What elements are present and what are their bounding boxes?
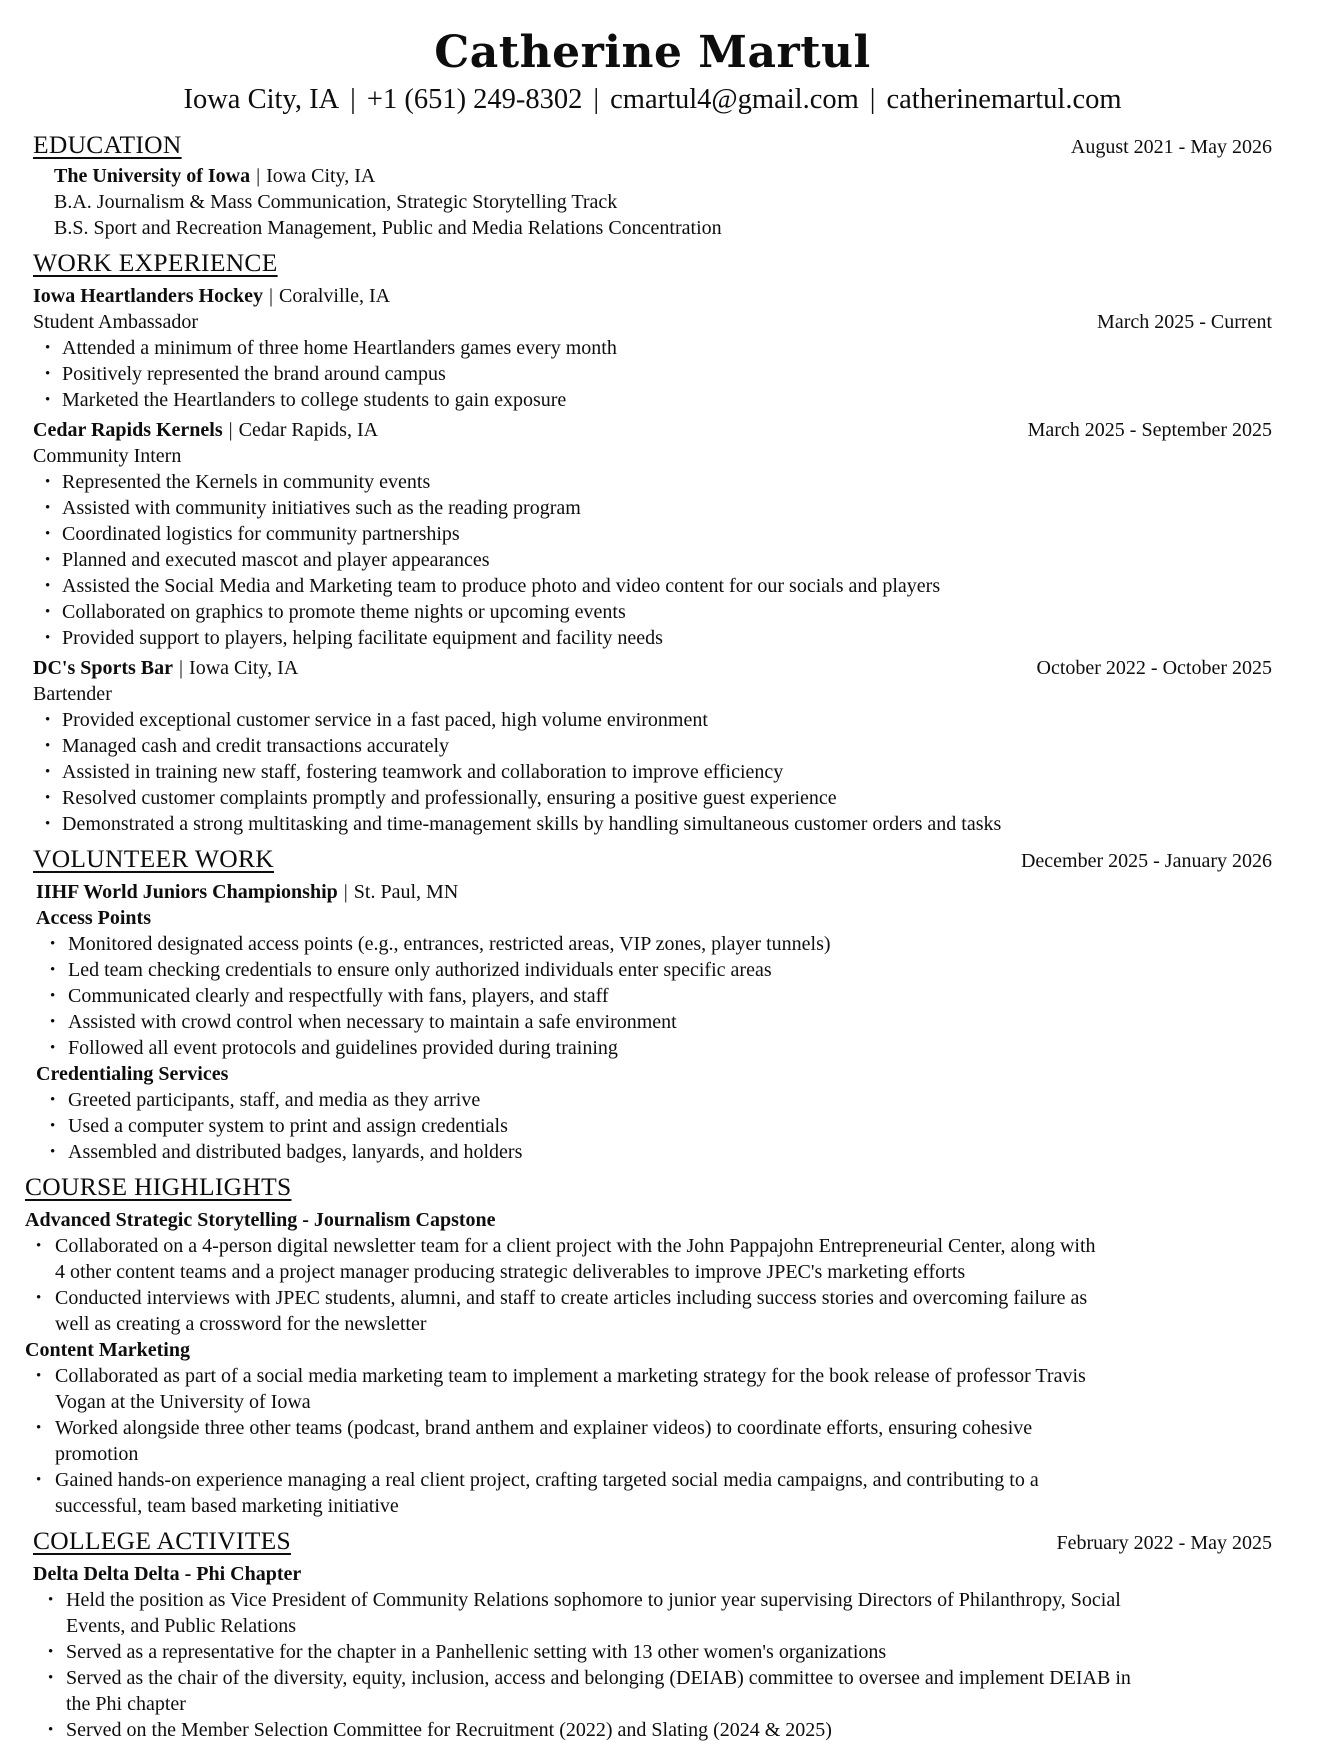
bullet-item: • Served as a representative for the chapter in a Panhellenic setting with 13 other women's organizations <box>48 1639 1151 1665</box>
section-title: WORK EXPERIENCE <box>33 248 278 277</box>
org-separator: | <box>228 419 233 441</box>
contact-separator: | <box>593 84 600 115</box>
org-separator: | <box>268 285 273 307</box>
entry-date: March 2025 - September 2025 <box>1027 419 1272 441</box>
bullet-item: • Marketed the Heartlanders to college students to gain exposure <box>45 387 1122 413</box>
entry-org-line <box>33 417 378 443</box>
resume-body <box>25 128 1272 1743</box>
bullet-item: • Assisted the Social Media and Marketing team to produce photo and video content for our socials and players <box>45 573 1122 599</box>
degree-line: B.S. Sport and Recreation Management, Public and Media Relations Concentration <box>54 217 722 239</box>
entry-date: March 2025 - Current <box>1097 311 1272 333</box>
entry <box>25 1207 1272 1519</box>
org-location: St. Paul, MN <box>353 881 459 903</box>
section-header-row <box>33 842 1272 875</box>
contact-email: cmartul4@gmail.com <box>610 84 859 115</box>
bullet-item: • Attended a minimum of three home Heartlanders games every month <box>45 335 1122 361</box>
entry-header-row <box>54 163 1272 189</box>
entry-org-line <box>54 163 375 189</box>
org-separator: | <box>256 165 261 187</box>
bullet-item: • Assisted in training new staff, fostering teamwork and collaboration to improve efficiency <box>45 759 1122 785</box>
education-entry <box>33 163 1272 189</box>
entry-header-row <box>33 655 1272 681</box>
entry <box>33 879 1272 1165</box>
bullet-item: • Collaborated on graphics to promote theme nights or upcoming events <box>45 599 1122 625</box>
entry-org-line <box>33 655 298 681</box>
org-name: IIHF World Juniors Championship <box>36 881 338 903</box>
bullet-item: • Led team checking credentials to ensure only authorized individuals enter specific areas <box>50 957 1128 983</box>
bullet-item: • Provided support to players, helping facilitate equipment and facility needs <box>45 625 1122 651</box>
bullet-item: • Served as the chair of the diversity, equity, inclusion, access and belonging (DEIAB) committee to oversee and implement DEIAB in the Phi chapter <box>48 1665 1151 1717</box>
org-separator: | <box>179 657 184 679</box>
contact-separator: | <box>869 84 876 115</box>
section-volunteer-work <box>33 842 1272 1165</box>
bullet-item: • Demonstrated a strong multitasking and time-management skills by handling simultaneous customer orders and tasks <box>45 811 1122 837</box>
section-header-row <box>33 128 1272 161</box>
role-row <box>33 309 1272 335</box>
role-row <box>33 681 1272 707</box>
section-header-row <box>25 1170 1272 1203</box>
section-work-experience <box>33 246 1272 837</box>
bullet-list <box>33 931 1272 1061</box>
bullet-item: • Followed all event protocols and guidelines provided during training <box>50 1035 1128 1061</box>
entry-subtitle: Content Marketing <box>25 1339 190 1361</box>
bullet-item: • Assisted with crowd control when necessary to maintain a safe environment <box>50 1009 1128 1035</box>
org-location: Cedar Rapids, IA <box>238 419 379 441</box>
org-name: Iowa Heartlanders Hockey <box>33 285 263 307</box>
section-course-highlights <box>25 1170 1272 1519</box>
entry-date: October 2022 - October 2025 <box>1036 657 1272 679</box>
entry-header-row <box>33 879 1272 905</box>
contact-separator: | <box>350 84 356 115</box>
org-location: Iowa City, IA <box>189 657 299 679</box>
bullet-item: • Gained hands-on experience managing a real client project, crafting targeted social media campaigns, and contributing to a successful, team based marketing initiative <box>36 1467 1110 1519</box>
section-header-row <box>33 246 1272 279</box>
org-location: Coralville, IA <box>279 285 391 307</box>
bullet-item: • Collaborated on a 4-person digital newsletter team for a client project with the John Pappajohn Entrepreneurial Center, along with 4 other content teams and a project manager producing strategic deliverables to improve JPEC's marketing efforts <box>36 1233 1110 1285</box>
entry-org-line <box>33 283 390 309</box>
section-title: VOLUNTEER WORK <box>33 844 274 873</box>
bullet-item: • Communicated clearly and respectfully with fans, players, and staff <box>50 983 1128 1009</box>
entry-subtitle: Advanced Strategic Storytelling - Journalism Capstone <box>25 1209 496 1231</box>
entry-subtitle: Access Points <box>36 907 151 929</box>
bullet-item: • Planned and executed mascot and player appearances <box>45 547 1122 573</box>
degree-line: B.A. Journalism & Mass Communication, Strategic Storytelling Track <box>54 191 618 213</box>
contact-phone: +1 (651) 249-8302 <box>366 84 583 115</box>
section-title: EDUCATION <box>33 130 182 159</box>
entry-org-line <box>36 879 458 905</box>
entry <box>33 655 1272 837</box>
bullet-item: • Monitored designated access points (e.g., entrances, restricted areas, VIP zones, player tunnels) <box>50 931 1128 957</box>
section-title: COLLEGE ACTIVITES <box>33 1526 291 1555</box>
bullet-list <box>33 469 1272 651</box>
entry <box>33 283 1272 413</box>
contact-website: catherinemartul.com <box>886 84 1122 115</box>
resume-name: Catherine Martul <box>434 27 871 78</box>
bullet-item: • Used a computer system to print and assign credentials <box>50 1113 1128 1139</box>
bullet-list <box>33 335 1272 413</box>
entry-subtitle: Delta Delta Delta - Phi Chapter <box>33 1563 302 1585</box>
section-title: COURSE HIGHLIGHTS <box>25 1172 292 1201</box>
org-name: The University of Iowa <box>54 165 251 187</box>
bullet-item: • Served on the Member Selection Committee for Recruitment (2022) and Slating (2024 & 2025) <box>48 1717 1151 1743</box>
section-date: February 2022 - May 2025 <box>1056 1532 1272 1554</box>
bullet-item: • Greeted participants, staff, and media as they arrive <box>50 1087 1128 1113</box>
bullet-item: • Assembled and distributed badges, lanyards, and holders <box>50 1139 1128 1165</box>
role-row <box>33 443 1272 469</box>
org-name: DC's Sports Bar <box>33 657 174 679</box>
bullet-item: • Resolved customer complaints promptly and professionally, ensuring a positive guest experience <box>45 785 1122 811</box>
role-title: Student Ambassador <box>33 311 198 333</box>
role-title: Bartender <box>33 683 112 705</box>
bullet-list <box>33 1087 1272 1165</box>
entry <box>33 1561 1272 1743</box>
entry-header-row <box>33 283 1272 309</box>
bullet-list <box>33 707 1272 837</box>
contact-line <box>33 80 1272 120</box>
contact-location: Iowa City, IA <box>183 84 340 115</box>
section-date: December 2025 - January 2026 <box>1020 850 1272 872</box>
bullet-item: • Worked alongside three other teams (podcast, brand anthem and explainer videos) to coordinate efforts, ensuring cohesive promotion <box>36 1415 1110 1467</box>
role-title: Community Intern <box>33 445 182 467</box>
bullet-item: • Represented the Kernels in community events <box>45 469 1122 495</box>
bullet-item: • Provided exceptional customer service in a fast paced, high volume environment <box>45 707 1122 733</box>
org-name: Cedar Rapids Kernels <box>33 419 223 441</box>
org-separator: | <box>343 881 348 903</box>
bullet-item: • Held the position as Vice President of Community Relations sophomore to junior year supervising Directors of Philanthropy, Social Events, and Public Relations <box>48 1587 1151 1639</box>
bullet-list <box>25 1363 1272 1519</box>
entry <box>33 417 1272 651</box>
bullet-item: • Conducted interviews with JPEC students, alumni, and staff to create articles including success stories and overcoming failure as well as creating a crossword for the newsletter <box>36 1285 1110 1337</box>
degree-lines <box>33 189 1272 241</box>
section-college-activities <box>33 1524 1272 1743</box>
bullet-item: • Collaborated as part of a social media marketing team to implement a marketing strategy for the book release of professor Travis Vogan at the University of Iowa <box>36 1363 1110 1415</box>
section-header-row <box>33 1524 1272 1557</box>
entry-subtitle: Credentialing Services <box>36 1063 229 1085</box>
section-date: August 2021 - May 2026 <box>1070 136 1272 158</box>
bullet-list <box>25 1233 1272 1337</box>
entry <box>33 163 1272 241</box>
bullet-item: • Positively represented the brand around campus <box>45 361 1122 387</box>
org-location: Iowa City, IA <box>266 165 376 187</box>
bullet-item: • Coordinated logistics for community partnerships <box>45 521 1122 547</box>
bullet-item: • Managed cash and credit transactions accurately <box>45 733 1122 759</box>
bullet-item: • Assisted with community initiatives such as the reading program <box>45 495 1122 521</box>
bullet-list <box>33 1587 1272 1743</box>
entry-header-row <box>33 417 1272 443</box>
section-education <box>33 128 1272 241</box>
